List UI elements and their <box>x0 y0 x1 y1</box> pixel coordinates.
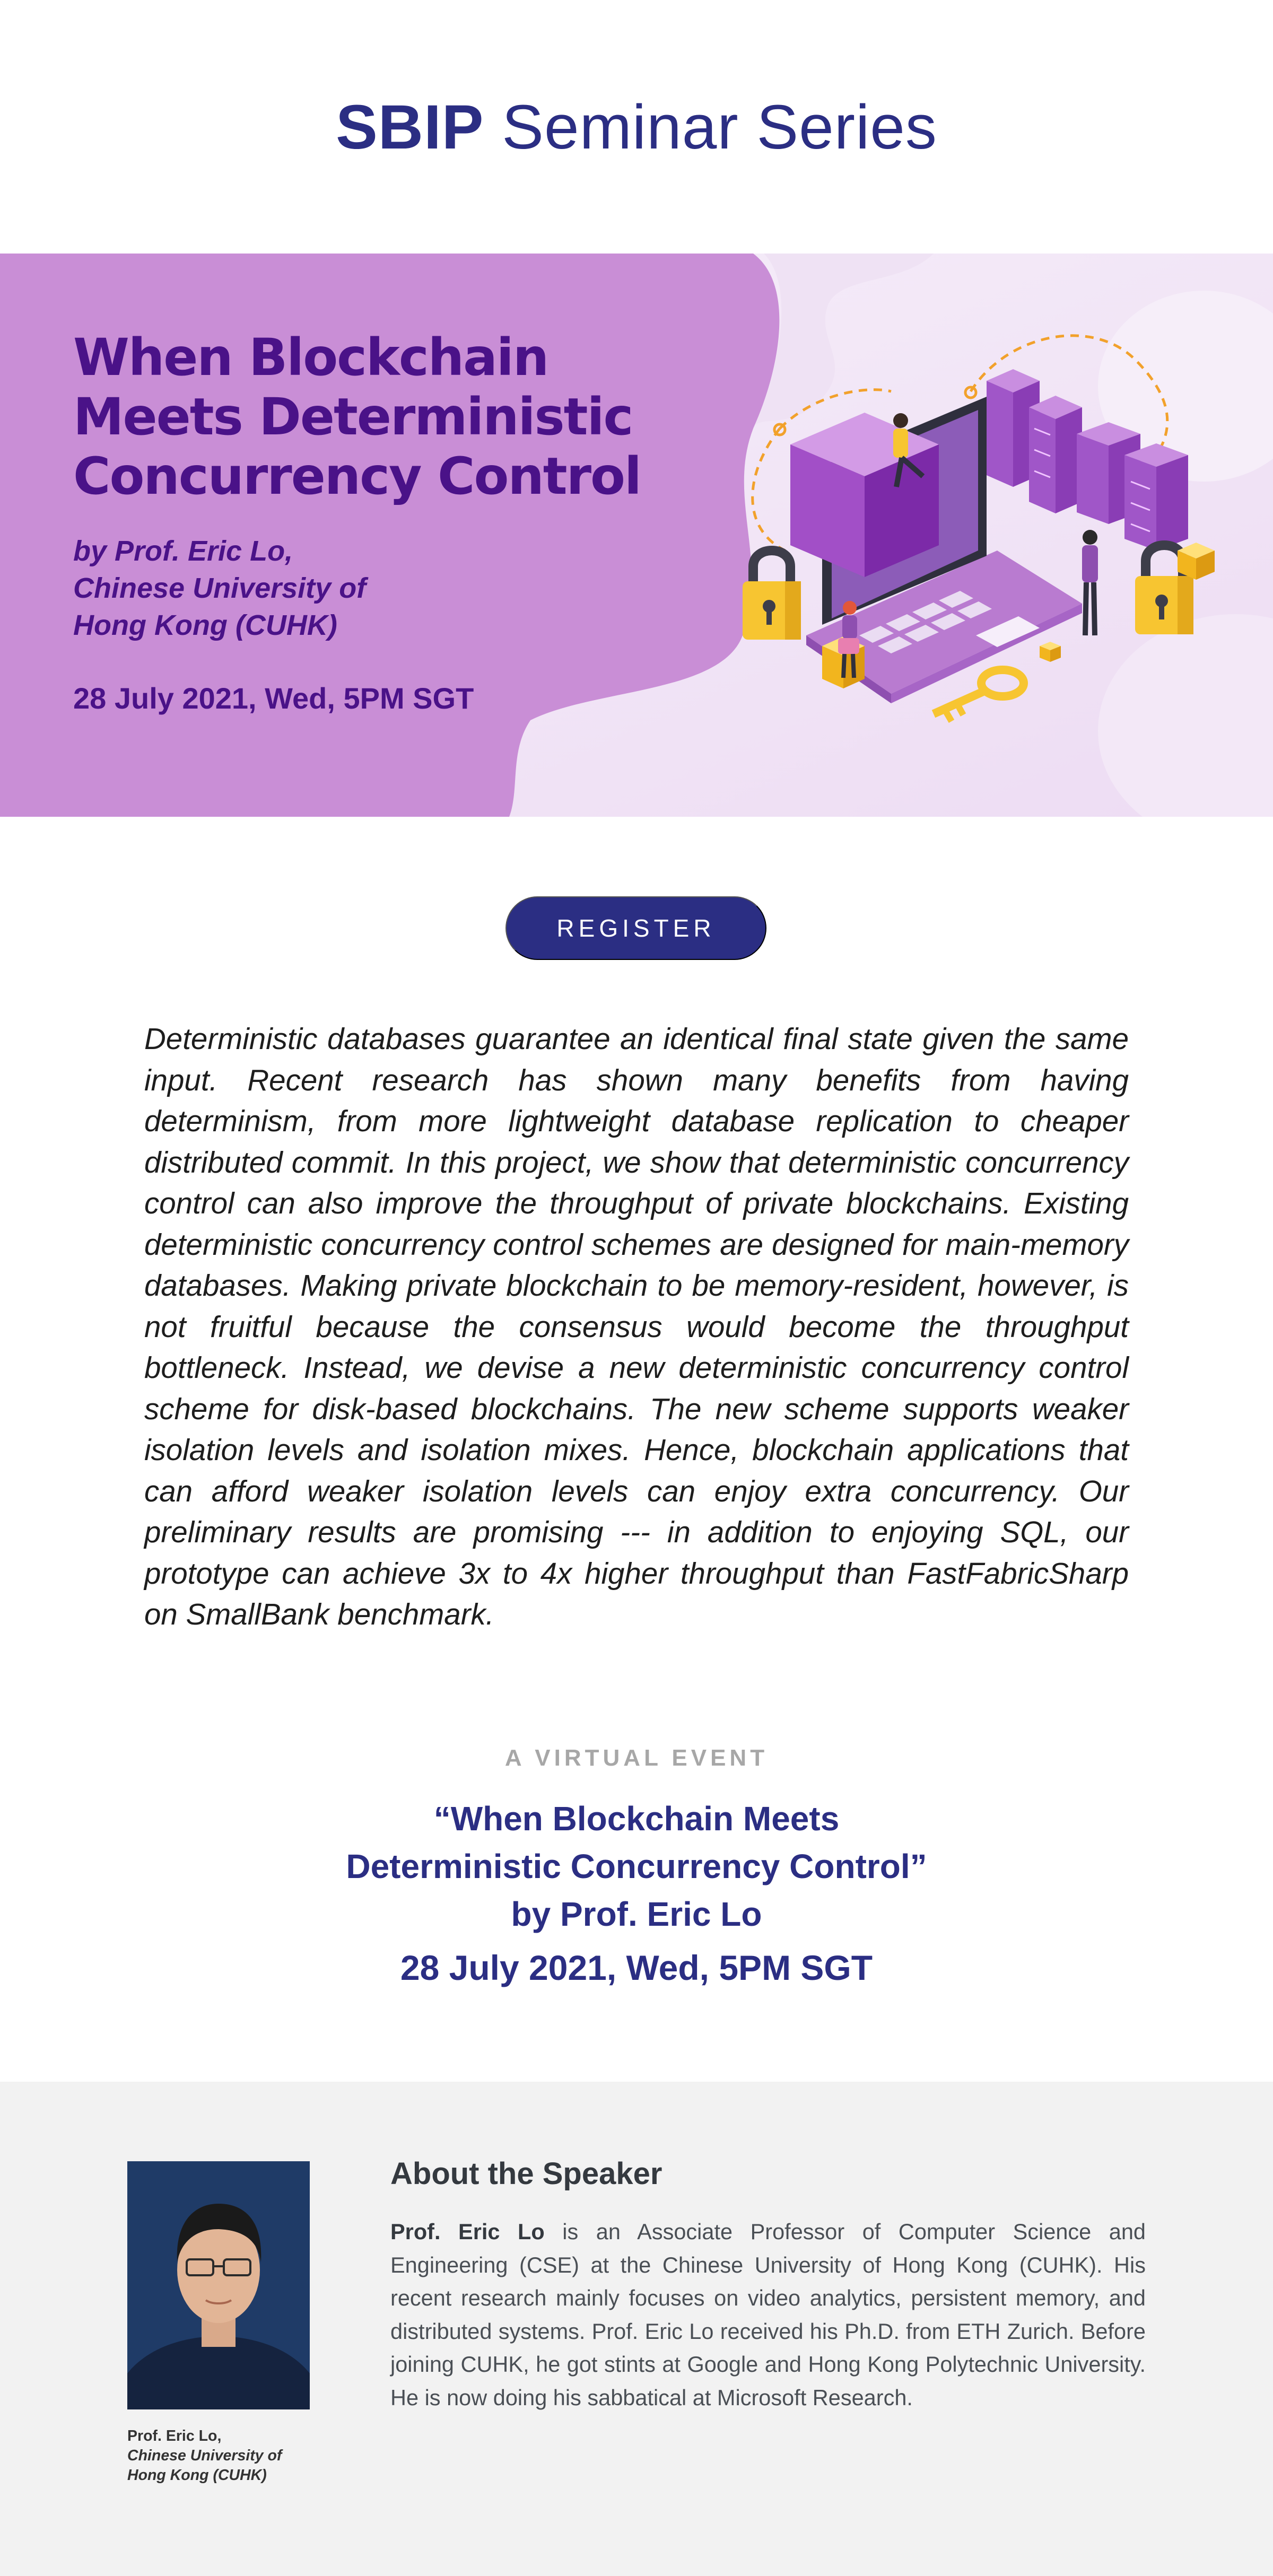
event-kicker: A VIRTUAL EVENT <box>504 1745 769 1771</box>
banner-speaker-line: Hong Kong (CUHK) <box>73 609 337 641</box>
title-brand: SBIP <box>336 92 484 162</box>
banner-title-line: Concurrency Control <box>73 447 641 506</box>
photo-caption <box>127 2426 318 2485</box>
speaker-section <box>0 2082 1273 2576</box>
banner-title <box>73 328 699 506</box>
bio-speaker-name: Prof. Eric Lo <box>390 2219 545 2244</box>
server-rack-icon <box>987 369 1188 551</box>
page-title <box>336 91 937 163</box>
register-button[interactable]: REGISTER <box>505 896 766 960</box>
caption-name: Prof. Eric Lo, <box>127 2427 222 2444</box>
event-title <box>0 1795 1273 1938</box>
title-rest: Seminar Series <box>502 92 937 162</box>
event-date: 28 July 2021, Wed, 5PM SGT <box>400 1948 873 1987</box>
about-speaker-heading: About the Speaker <box>390 2156 662 2191</box>
abstract-text: Deterministic databases guarantee an identical final state given the same input. Recent research has shown many benefits from having determinism, from more lightweight database replication to cheaper distributed commit. In this project, we show that deterministic concurrency control can also improve the throughput of private blockchains. Existing deterministic concurrency control schemes are designed for main-memory databases. Making private blockchain to be memory-resident, however, is not fruitful because the consensus would become the throughput bottleneck. Instead, we devise a new deterministic concurrency control scheme for disk-based blockchains. The new scheme supports weaker isolation levels and isolation mixes. Hence, blockchain applications that can afford weaker isolation levels can enjoy extra concurrency. Our preliminary results are promising --- in addition to enjoying SQL, our prototype can achieve 3x to 4x higher throughput than FastFabricSharp on SmallBank benchmark. <box>144 1022 1129 1631</box>
page-header <box>0 0 1273 255</box>
banner-title-line: When Blockchain <box>73 328 548 387</box>
banner-speaker <box>73 532 699 644</box>
caption-institution-line: Chinese University of <box>127 2447 282 2464</box>
banner-date: 28 July 2021, Wed, 5PM SGT <box>73 682 474 715</box>
blockchain-illustration <box>711 254 1273 817</box>
speaker-bio <box>390 2215 1146 2414</box>
banner-speaker-line: Chinese University of <box>73 572 367 604</box>
banner-speaker-line: by Prof. Eric Lo, <box>73 535 293 567</box>
banner-title-line: Meets Deterministic <box>73 387 633 447</box>
padlock-icon <box>743 551 801 640</box>
event-title-line: by Prof. Eric Lo <box>511 1895 762 1933</box>
person-figure <box>1082 530 1098 635</box>
event-title-line: “When Blockchain Meets <box>433 1800 840 1838</box>
hero-banner <box>0 254 1273 817</box>
banner-text <box>73 328 699 715</box>
event-title-line: Deterministic Concurrency Control” <box>346 1847 927 1885</box>
bio-text: is an Associate Professor of Computer Science and Engineering (CSE) at the Chinese University of Hong Kong (CUHK). His recent research mainly focuses on video analytics, persistent memory, and distributed systems. Prof. Eric Lo received his Ph.D. from ETH Zurich. Before joining CUHK, he got stints at Google and Hong Kong Polytechnic University. He is now doing his sabbatical at Microsoft Research. <box>390 2219 1146 2410</box>
key-icon <box>934 670 1024 721</box>
speaker-photo <box>127 2161 310 2409</box>
caption-institution-line: Hong Kong (CUHK) <box>127 2467 267 2484</box>
